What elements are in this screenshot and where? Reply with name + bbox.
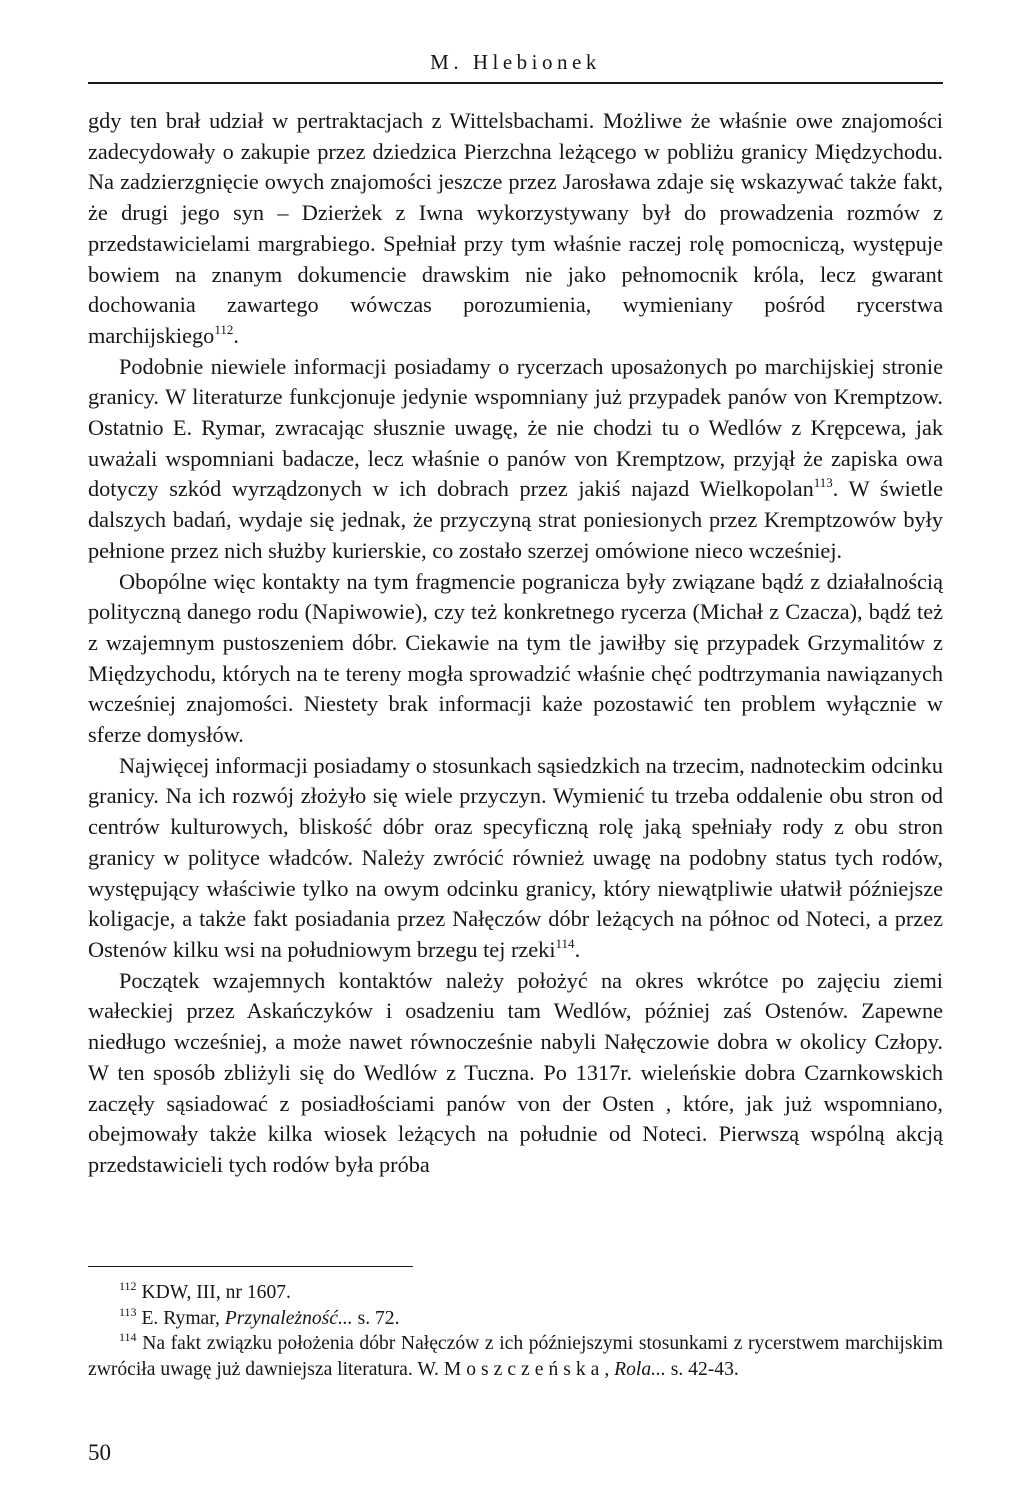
footnote-112	[88, 1280, 943, 1306]
footnote-title: Przynależność...	[224, 1307, 353, 1329]
paragraph-5-text: Początek wzajemnych kontaktów należy położyć na okres wkrótce po zajęciu ziemi wałeckiej przez Askańczyków i osadzeniu tam Wedlów, później zaś Ostenów. Zapewne niedługo wcześniej, a może nawet równocześnie nabyli Nałęczowie dobra w okolicy Człopy. W ten sposób zbliżyli się do Wedlów z Tuczna. Po 1317r. wieleńskie dobra Czarnkowskich zaczęły sąsiadować z posiadłościami panów von der Osten , które, jak już wspomniano, obejmowały także kilka wiosek leżących na południe od Noteci. Pierwszą wspólną akcją przedstawicieli tych rodów była próba	[88, 967, 943, 1177]
paragraph-3	[88, 567, 943, 751]
footnote-pages: s. 42-43.	[665, 1358, 739, 1380]
paragraph-3-text: Obopólne więc kontakty na tym fragmencie pogranicza były związane bądź z działalnością polityczną danego rodu (Napiwowie), czy też konkretnego rycerza (Michał z Czacza), bądź też z wzajemnym pustoszeniem dóbr. Ciekawie na tym tle jawiłby się przypadek Grzymalitów z Międzychodu, których na te tereny mogła sprowadzić właśnie chęć podtrzymania nawiązanych wcześniej znajomości. Niestety brak informacji każe pozostawić ten problem wyłącznie w sferze domysłów.	[88, 568, 943, 748]
footnote-title: Rola...	[614, 1358, 666, 1380]
body-text	[88, 106, 943, 1181]
footnote-pages: s. 72.	[352, 1307, 400, 1329]
footnote-text: KDW, III, nr 1607.	[141, 1282, 291, 1303]
paragraph-2-text-b: . W świetle dalszych badań, wydaje się jednak, że przyczyną strat poniesionych przez Kremptzowów były pełnione przez nich służby kurierskie, co zostało szerzej omówione nieco wcześniej.	[88, 476, 943, 563]
paragraph-4-end: .	[574, 936, 581, 962]
paragraph-1-text: gdy ten brał udział w pertraktacjach z Wittelsbachami. Możliwe że właśnie owe znajomości zadecydowały o zakupie przez dziedzica Pierzchna leżącego w pobliżu granicy Międzychodu. Na zadzierzgnięcie owych znajomości jeszcze przez Jarosława zdaje się wskazywać także fakt, że drugi jego syn – Dzierżek z Iwna wykorzystywany był do prowadzenia rozmów z przedstawicielami margrabiego. Spełniał przy tym właśnie raczej rolę pomocniczą, występuje bowiem na znanym dokumencie drawskim nie jako pełnomocnik króla, lecz gwarant dochowania zawartego wówczas porozumienia, wymieniany pośród rycerstwa marchijskiego	[88, 108, 943, 348]
footnote-author: Moszczeńska	[443, 1358, 605, 1380]
footnote-113: $^{113}$ E. Rymar, Przynależność... s. 72.	[119, 1304, 400, 1329]
paragraph-4-text: Najwięcej informacji posiadamy o stosunkach sąsiedzkich na trzecim, nadnoteckim odcinku granicy. Na ich rozwój złożyło się wiele przyczyn. Wymienić tu trzeba oddalenie obu stron od centrów kulturowych, bliskość dóbr oraz specyficzną rolę jaką spełniały rody z obu stron granicy w polityce władców. Należy zwrócić również uwagę na podobny status tych rodów, występujący właściwie tylko na owym odcinku granicy, który niewątpliwie ułatwił późniejsze koligacje, a także fakt posiadania przez Nałęczów dóbr leżących na północ od Noteci, a przez Ostenów kilku wsi na południowym brzegu tej rzeki	[88, 752, 943, 962]
footnote-ref-113[interactable]: 113	[813, 475, 833, 491]
page-number: 50	[88, 1440, 111, 1465]
footnote-text: Na fakt związku położenia dóbr Nałęczów z ich późniejszymi stosunkami z rycerstwem marchijskim zwróciła uwagę już dawniejsza literatura. W.	[88, 1333, 943, 1380]
footnote-number: 112	[119, 1279, 137, 1293]
header-rule	[88, 82, 943, 84]
paragraph-1-end: .	[233, 322, 239, 348]
paragraph-5	[88, 966, 943, 1181]
footnote-number: 113	[119, 1304, 137, 1319]
paragraph-2	[88, 352, 943, 567]
paragraph-1	[88, 106, 943, 352]
paragraph-2-text-a: Podobnie niewiele informacji posiadamy o rycerzach uposażonych po marchijskiej stronie granicy. W literaturze funkcjonuje jedynie wspomniany już przypadek panów von Kremptzow. Ostatnio E. Rymar, zwracając słusznie uwagę, że nie chodzi tu o Wedlów z Krępcewa, jak uważali wspomniani badacze, lecz właśnie o panów von Kremptzow, przyjął że zapiska owa dotyczy szkód wyrządzonych w ich dobrach przez jakiś najazd Wielkopolan	[88, 353, 943, 502]
footnote-114: $^{114}$ Na fakt związku położenia dóbr Nałęczów z ich późniejszymi stosunkami z rycerstwem marchijskim zwróciła uwagę już dawniejsza literatura. W. Moszczeńska, Rola... s. 42-43.	[88, 1330, 943, 1380]
footnotes	[88, 1280, 943, 1382]
footnote-number: 114	[119, 1330, 137, 1344]
footnote-rule	[88, 1266, 413, 1267]
paragraph-4	[88, 751, 943, 966]
footnote-author: E. Rymar	[141, 1307, 215, 1329]
footnote-ref-114[interactable]: 114	[555, 935, 575, 951]
running-head: M. Hlebionek	[430, 50, 601, 74]
footnote-ref-112[interactable]: 112	[214, 321, 234, 337]
